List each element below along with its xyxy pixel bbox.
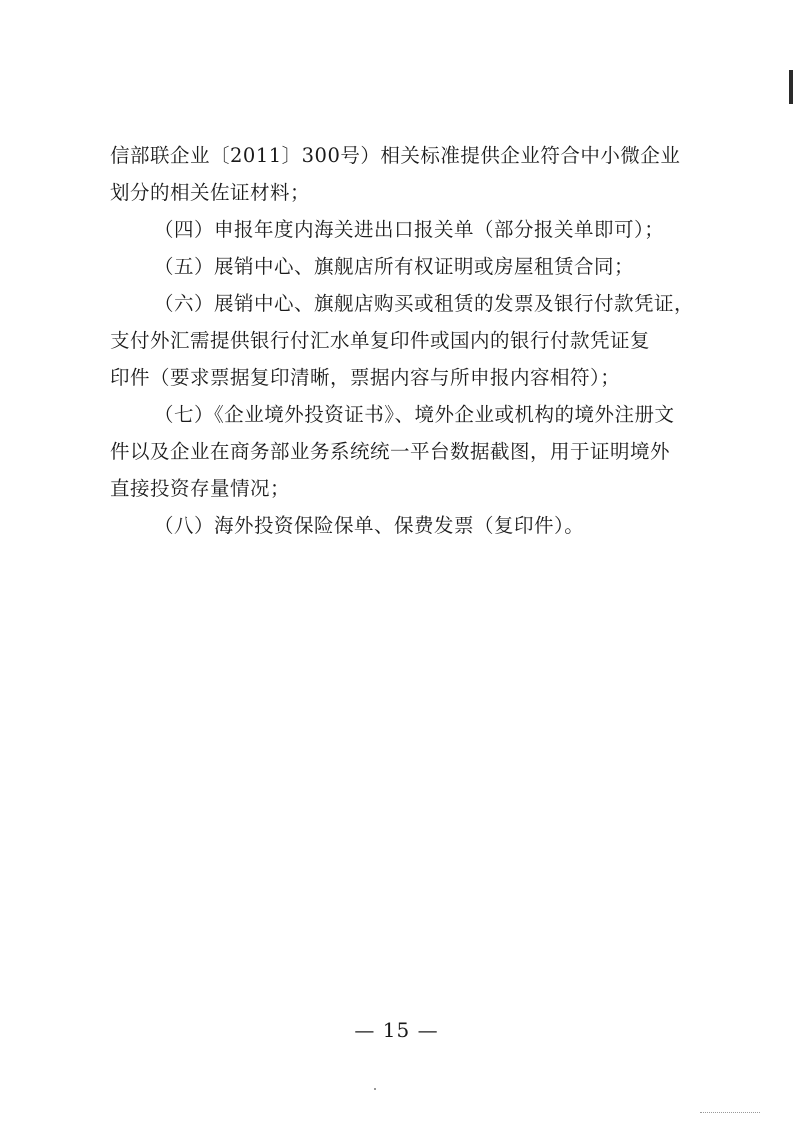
scan-edge-mark <box>789 70 793 104</box>
page-number: — 15 — <box>354 1018 439 1042</box>
list-item-6: （六）展销中心、旗舰店购买或租赁的发票及银行付款凭证， <box>154 292 695 315</box>
document-body <box>110 137 700 544</box>
list-item-8: （八）海外投资保险保单、保费发票（复印件）。 <box>154 514 585 537</box>
text-line: 支付外汇需提供银行付汇水单复印件或国内的银行付款凭证复 <box>110 329 651 352</box>
scan-speck <box>374 1088 376 1090</box>
list-item-4: （四）申报年度内海关进出口报关单（部分报关单即可）； <box>154 218 665 241</box>
text-line: 印件（要求票据复印清晰，票据内容与所申报内容相符）； <box>110 366 621 389</box>
text-line: 信部联企业〔2011〕300号）相关标准提供企业符合中小微企业 <box>110 144 681 167</box>
list-item-7: （七）《企业境外投资证书》、境外企业或机构的境外注册文 <box>154 403 675 426</box>
scan-noise <box>700 1112 760 1116</box>
text-line: 直接投资存量情况； <box>110 477 291 500</box>
text-line: 划分的相关佐证材料； <box>110 181 311 204</box>
list-item-5: （五）展销中心、旗舰店所有权证明或房屋租赁合同； <box>154 255 635 278</box>
text-line: 件以及企业在商务部业务系统统一平台数据截图，用于证明境外 <box>110 440 671 463</box>
